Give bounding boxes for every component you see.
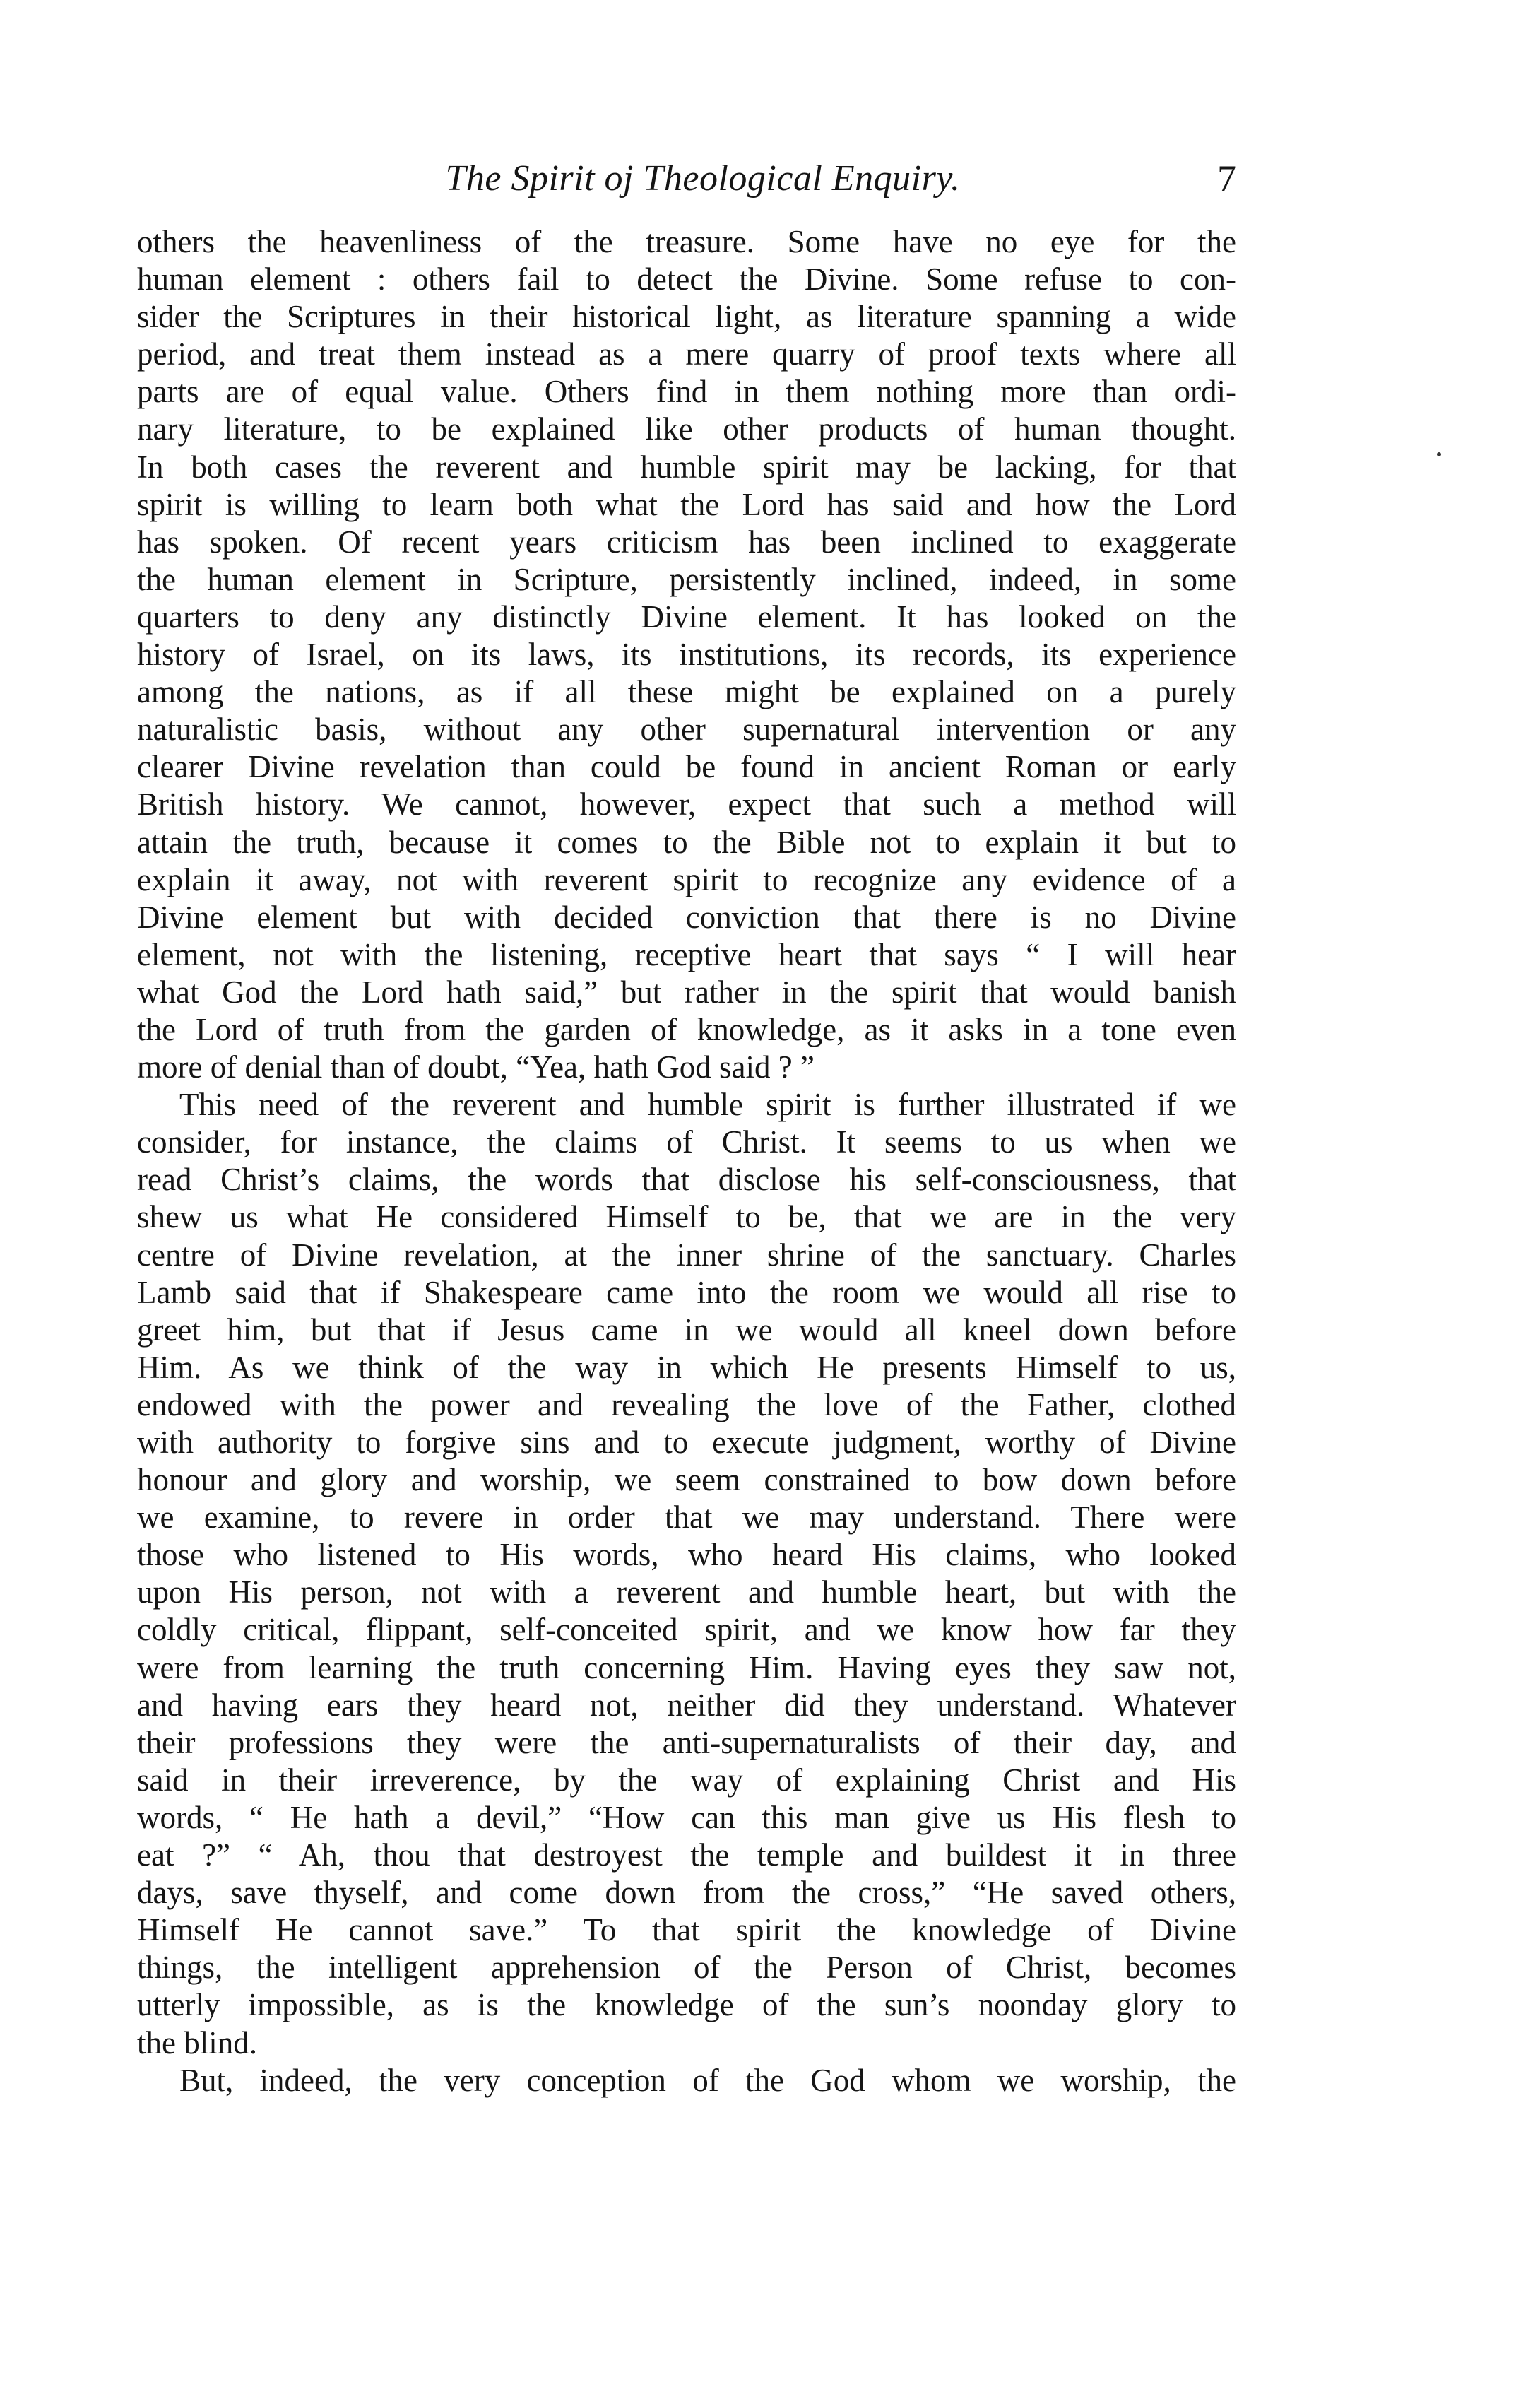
text-line: and having ears they heard not, neither did they understand. Whatever (137, 1687, 1236, 1723)
text-line: centre of Divine revelation, at the inner shrine of the sanctuary. Charles (137, 1237, 1236, 1273)
text-line: the Lord of truth from the garden of knowledge, as it asks in a tone even (137, 1011, 1236, 1047)
text-line: explain it away, not with reverent spirit to recognize any evidence of a (137, 861, 1236, 897)
text-line: Him. As we think of the way in which He presents Himself to us, (137, 1349, 1236, 1385)
text-line: has spoken. Of recent years criticism has been inclined to exaggerate (137, 524, 1236, 560)
text-line: endowed with the power and revealing the love of the Father, clothed (137, 1386, 1236, 1422)
text-line: clearer Divine revelation than could be found in ancient Roman or early (137, 749, 1236, 785)
text-line: attain the truth, because it comes to the Bible not to explain it but to (137, 824, 1236, 860)
text-line: period, and treat them instead as a mere quarry of proof texts where all (137, 336, 1236, 372)
text-line: eat ?” “ Ah, thou that destroyest the temple and buildest it in three (137, 1837, 1236, 1873)
text-line: quarters to deny any distinctly Divine element. It has looked on the (137, 599, 1236, 635)
paragraph-start-line: But, indeed, the very conception of the God whom we worship, the (179, 2062, 1236, 2098)
text-line: consider, for instance, the claims of Christ. It seems to us when we (137, 1124, 1236, 1160)
text-line: spirit is willing to learn both what the Lord has said and how the Lord (137, 486, 1236, 522)
text-line: among the nations, as if all these might be explained on a purely (137, 674, 1236, 710)
text-line: upon His person, not with a reverent and humble heart, but with the (137, 1574, 1236, 1610)
text-line: naturalistic basis, without any other supernatural intervention or any (137, 712, 1236, 748)
text-line: In both cases the reverent and humble spirit may be lacking, for that (137, 449, 1236, 485)
text-line: others the heavenliness of the treasure. Some have no eye for the (137, 224, 1236, 259)
text-line: coldly critical, flippant, self-conceited spirit, and we know how far they (137, 1612, 1236, 1648)
text-line: what God the Lord hath said,” but rather in the spirit that would banish (137, 974, 1236, 1010)
page-number: 7 (1217, 158, 1236, 200)
text-line: the blind. (137, 2024, 257, 2061)
text-line: history of Israel, on its laws, its institutions, its records, its experience (137, 637, 1236, 673)
text-line: days, save thyself, and come down from the cross,” “He saved others, (137, 1875, 1236, 1911)
text-line: more of denial than of doubt, “Yea, hath God said ? ” (137, 1049, 815, 1085)
text-line: with authority to forgive sins and to execute judgment, worthy of Divine (137, 1425, 1236, 1460)
running-title: The Spirit oj Theological Enquiry. (445, 158, 961, 199)
text-line: were from learning the truth concerning Him. Having eyes they saw not, (137, 1649, 1236, 1685)
text-line: sider the Scriptures in their historical light, as literature spanning a wide (137, 299, 1236, 335)
text-line: human element : others fail to detect the Divine. Some refuse to con- (137, 261, 1236, 297)
text-line: those who listened to His words, who heard His claims, who looked (137, 1537, 1236, 1573)
text-line: said in their irreverence, by the way of explaining Christ and His (137, 1762, 1236, 1798)
text-line: greet him, but that if Jesus came in we would all kneel down before (137, 1312, 1236, 1348)
text-line: Divine element but with decided conviction that there is no Divine (137, 899, 1236, 935)
text-line: things, the intelligent apprehension of the Person of Christ, becomes (137, 1950, 1236, 1986)
text-line: the human element in Scripture, persistently inclined, indeed, in some (137, 561, 1236, 597)
text-line: British history. We cannot, however, expect that such a method will (137, 786, 1236, 823)
text-line: we examine, to revere in order that we may understand. There were (137, 1499, 1236, 1536)
text-line: element, not with the listening, receptive heart that says “ I will hear (137, 936, 1236, 972)
text-line: Himself He cannot save.” To that spirit the knowledge of Divine (137, 1912, 1236, 1948)
text-line: utterly impossible, as is the knowledge of the sun’s noonday glory to (137, 1987, 1236, 2023)
running-head (170, 154, 1236, 204)
text-line: shew us what He considered Himself to be, that we are in the very (137, 1199, 1236, 1235)
text-line: honour and glory and worship, we seem constrained to bow down before (137, 1462, 1236, 1498)
text-line: nary literature, to be explained like other products of human thought. (137, 411, 1236, 447)
ink-speck (1437, 452, 1441, 456)
text-line: Lamb said that if Shakespeare came into the room we would all rise to (137, 1274, 1236, 1310)
text-line: read Christ’s claims, the words that disclose his self-consciousness, that (137, 1162, 1236, 1198)
text-line: words, “ He hath a devil,” “How can this man give us His flesh to (137, 1799, 1236, 1835)
text-line: their professions they were the anti-supernaturalists of their day, and (137, 1724, 1236, 1760)
body-text (137, 223, 1236, 2099)
text-line: parts are of equal value. Others find in them nothing more than ordi- (137, 374, 1236, 410)
paragraph-start-line: This need of the reverent and humble spirit is further illustrated if we (179, 1087, 1236, 1123)
